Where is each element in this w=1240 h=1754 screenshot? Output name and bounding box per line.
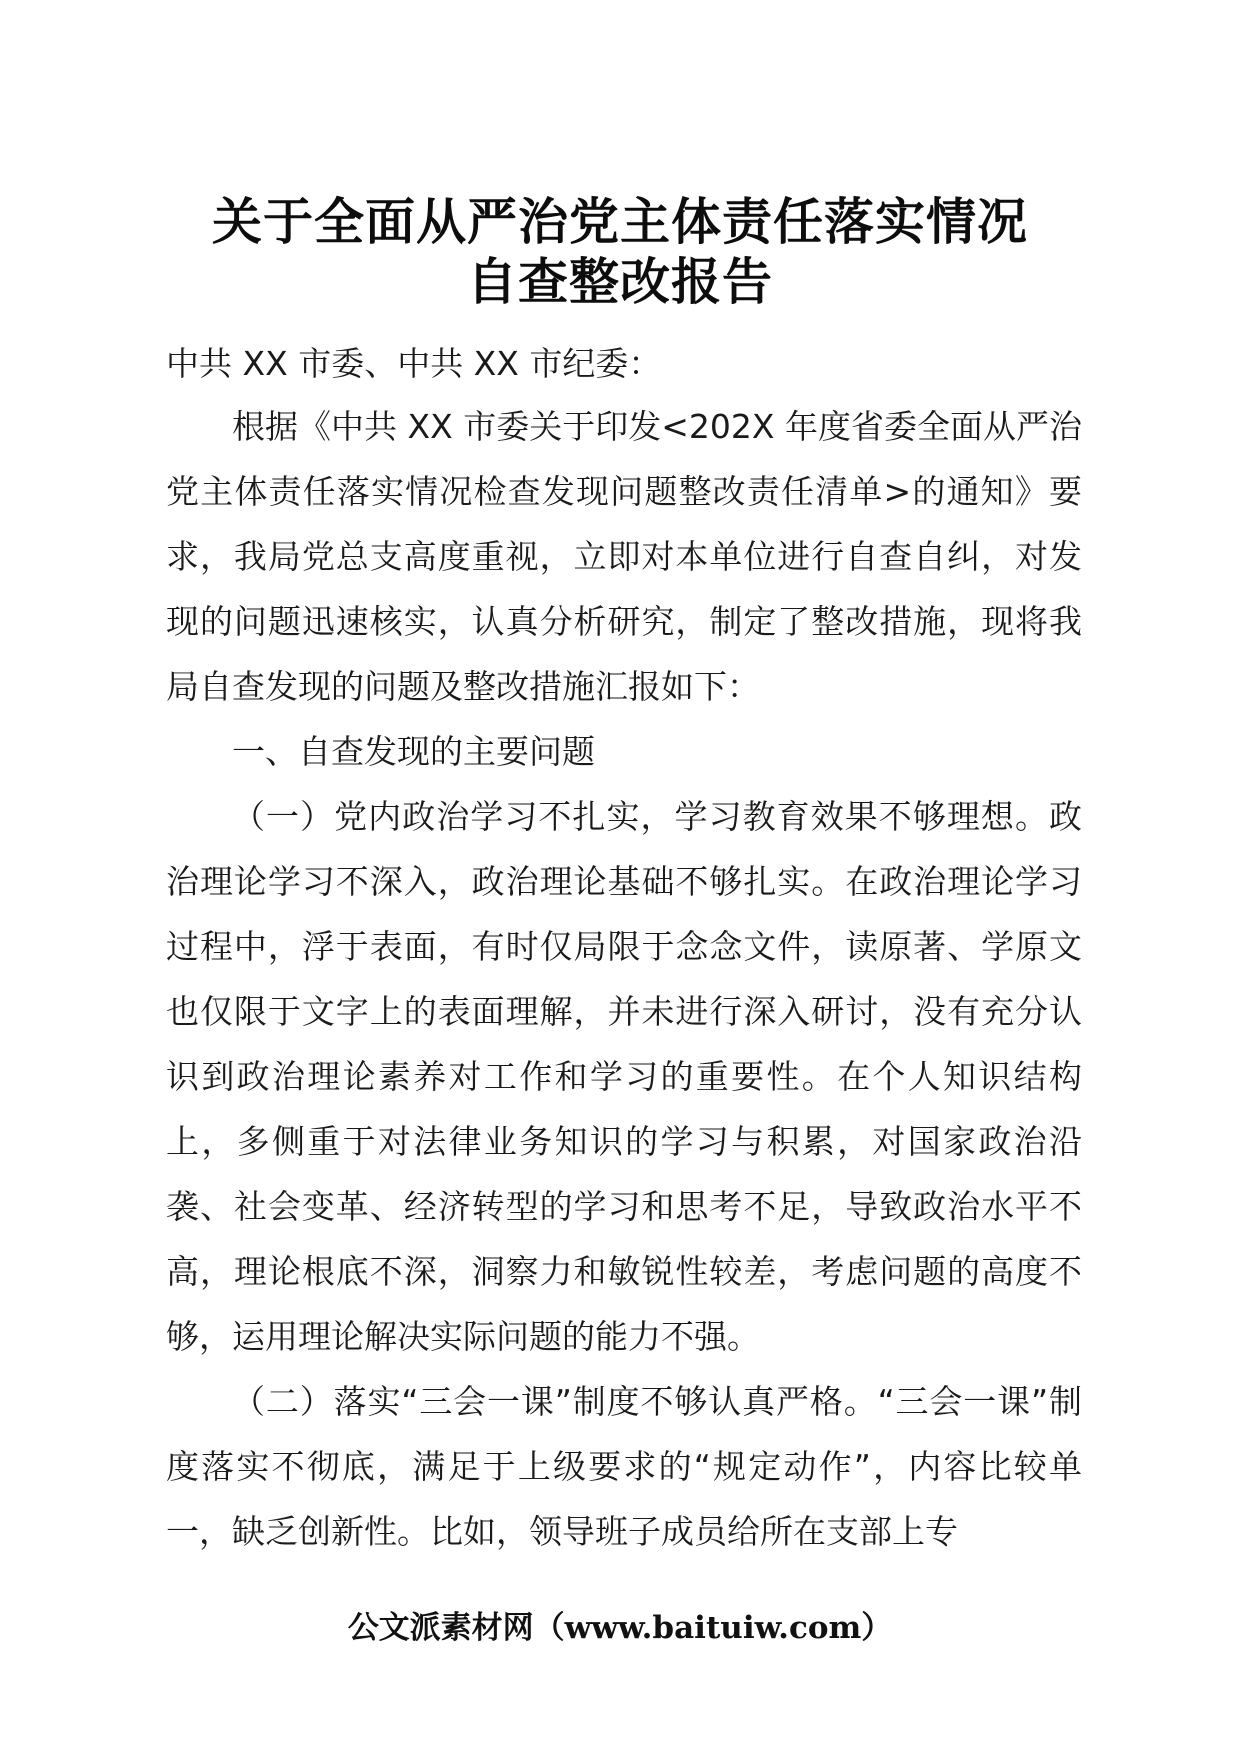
title-line-2: 自查整改报告 (467, 253, 773, 311)
document-title (0, 192, 1240, 312)
section-heading: 一、自查发现的主要问题 (232, 732, 595, 771)
salutation: 中共 XX 市委、中共 XX 市纪委： (166, 344, 662, 383)
paragraph-intro: 根据《中共 XX 市委关于印发<202X 年度省委全面从严治党主体责任落实情况检查发现问题整改责任清单>的通知》要求，我局党总支高度重视，立即对本单位进行自查自纠，对发现的问题迅速核实，认真分析研究，制定了整改措施，现将我局自查发现的问题及整改措施汇报如下： (166, 407, 1082, 706)
paragraph-issue-2: （二）落实“三会一课”制度不够认真严格。“三会一课”制度落实不彻底，满足于上级要求的“规定动作”，内容比较单一，缺乏创新性。比如，领导班子成员给所在支部上专 (166, 1382, 1082, 1551)
paragraph-issue-1: （一）党内政治学习不扎实，学习教育效果不够理想。政治理论学习不深入，政治理论基础不够扎实。在政治理论学习过程中，浮于表面，有时仅局限于念念文件，读原著、学原文也仅限于文字上的表面理解，并未进行深入研讨，没有充分认识到政治理论素养对工作和学习的重要性。在个人知识结构上，多侧重于对法律业务知识的学习与积累，对国家政治沿袭、社会变革、经济转型的学习和思考不足，导致政治水平不高，理论根底不深，洞察力和敏锐性较差，考虑问题的高度不够，运用理论解决实际问题的能力不强。 (166, 797, 1082, 1356)
document-body (166, 334, 1082, 1564)
title-line-1: 关于全面从严治党主体责任落实情况 (212, 193, 1028, 251)
footer-watermark: 公文派素材网（www.baituiw.com） (347, 1610, 893, 1646)
